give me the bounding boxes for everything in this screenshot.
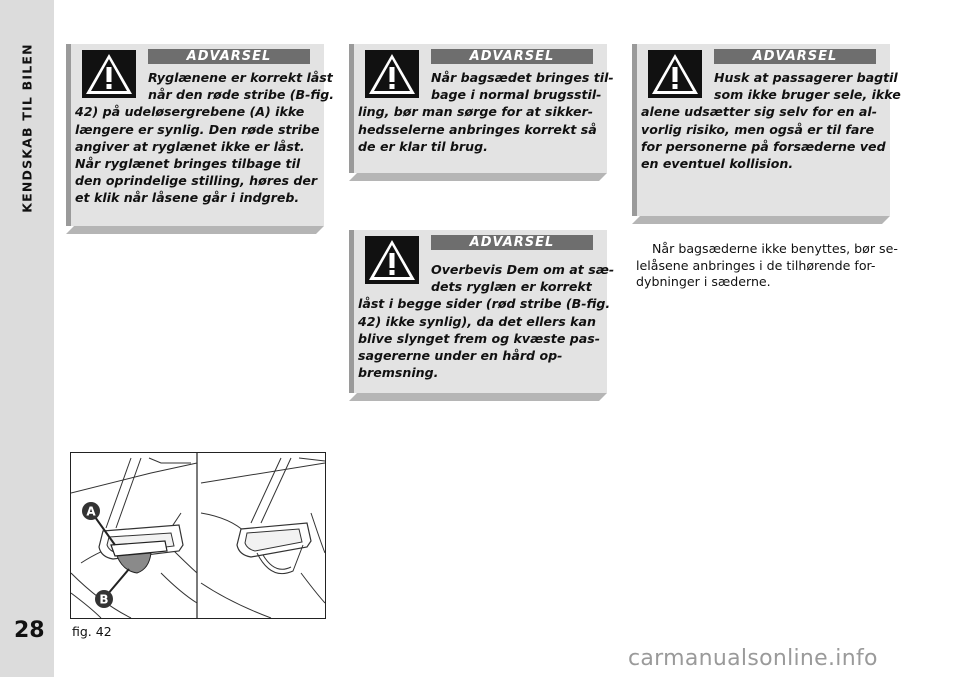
warning-line: længere er synlig. Den røde stribe (75, 121, 320, 137)
warning-line: bage i normal brugsstil- (431, 87, 602, 103)
warning-box-2 (349, 44, 614, 173)
warning-line: når den røde stribe (B-fig. (148, 87, 335, 103)
section-title: KENDSKAB TIL BILEN (19, 43, 35, 213)
warning-text (71, 69, 335, 207)
warning-line: Når ryglænet bringes tilbage til (75, 156, 301, 172)
warning-line: for personerne på forsæderne ved (641, 138, 886, 154)
warning-box-3 (632, 44, 901, 216)
warning-line: den oprindelige stilling, høres der (75, 173, 318, 189)
warning-line: ling, bør man sørge for at sikker- (358, 104, 594, 120)
warning-line: hedsselerne anbringes korrekt så (358, 121, 597, 137)
warning-box-1 (66, 44, 335, 226)
figure-label-a: A (86, 504, 96, 519)
warning-header: ADVARSEL (431, 49, 593, 64)
warning-line: bremsning. (358, 365, 439, 381)
section-side-tab (0, 0, 54, 677)
figure-seat-belt-buckle (70, 452, 326, 619)
warning-line: blive slynget frem og kvæste pas- (358, 330, 600, 346)
warning-line: Overbevis Dem om at sæ- (431, 262, 615, 277)
body-paragraph (636, 241, 898, 291)
figure-caption: fig. 42 (72, 624, 112, 639)
warning-line: en eventuel kollision. (641, 156, 794, 172)
seat-belt-buckle-illustration (71, 453, 325, 618)
warning-line: vorlig risiko, men også er til fare (641, 121, 875, 137)
warning-line: Når bagsædet bringes til- (431, 70, 614, 85)
warning-line: sagererne under en hård op- (358, 348, 563, 364)
warning-box-4 (349, 230, 615, 393)
body-line: Når bagsæderne ikke benyttes, bør se- (652, 241, 898, 256)
warning-line: angiver at ryglænet ikke er låst. (75, 138, 305, 154)
warning-line: låst i begge sider (rød stribe (B-fig. (358, 296, 611, 312)
watermark: carmanualsonline.info (628, 646, 878, 671)
warning-line: som ikke bruger sele, ikke (714, 87, 901, 103)
warning-text (354, 69, 614, 155)
warning-line: Husk at passagerer bagtil (714, 70, 898, 85)
page-number: 28 (14, 618, 45, 643)
warning-text (354, 261, 615, 381)
warning-text (637, 69, 901, 172)
warning-line: de er klar til brug. (358, 138, 488, 154)
warning-line: 42) på udeløsergrebene (A) ikke (75, 104, 305, 120)
warning-line: 42) ikke synlig), da det ellers kan (358, 313, 596, 329)
warning-line: dets ryglæn er korrekt (431, 279, 592, 295)
body-line: lelåsene anbringes i de tilhørende for- (636, 257, 876, 273)
warning-header: ADVARSEL (714, 49, 876, 64)
warning-line: et klik når låsene går i indgreb. (75, 190, 300, 206)
warning-line: Ryglænene er korrekt låst (148, 70, 333, 85)
warning-header: ADVARSEL (431, 235, 593, 250)
figure-label-b: B (99, 592, 109, 607)
body-line: dybninger i sæderne. (636, 274, 771, 289)
warning-header: ADVARSEL (148, 49, 310, 64)
warning-line: alene udsætter sig selv for en al- (641, 104, 877, 120)
